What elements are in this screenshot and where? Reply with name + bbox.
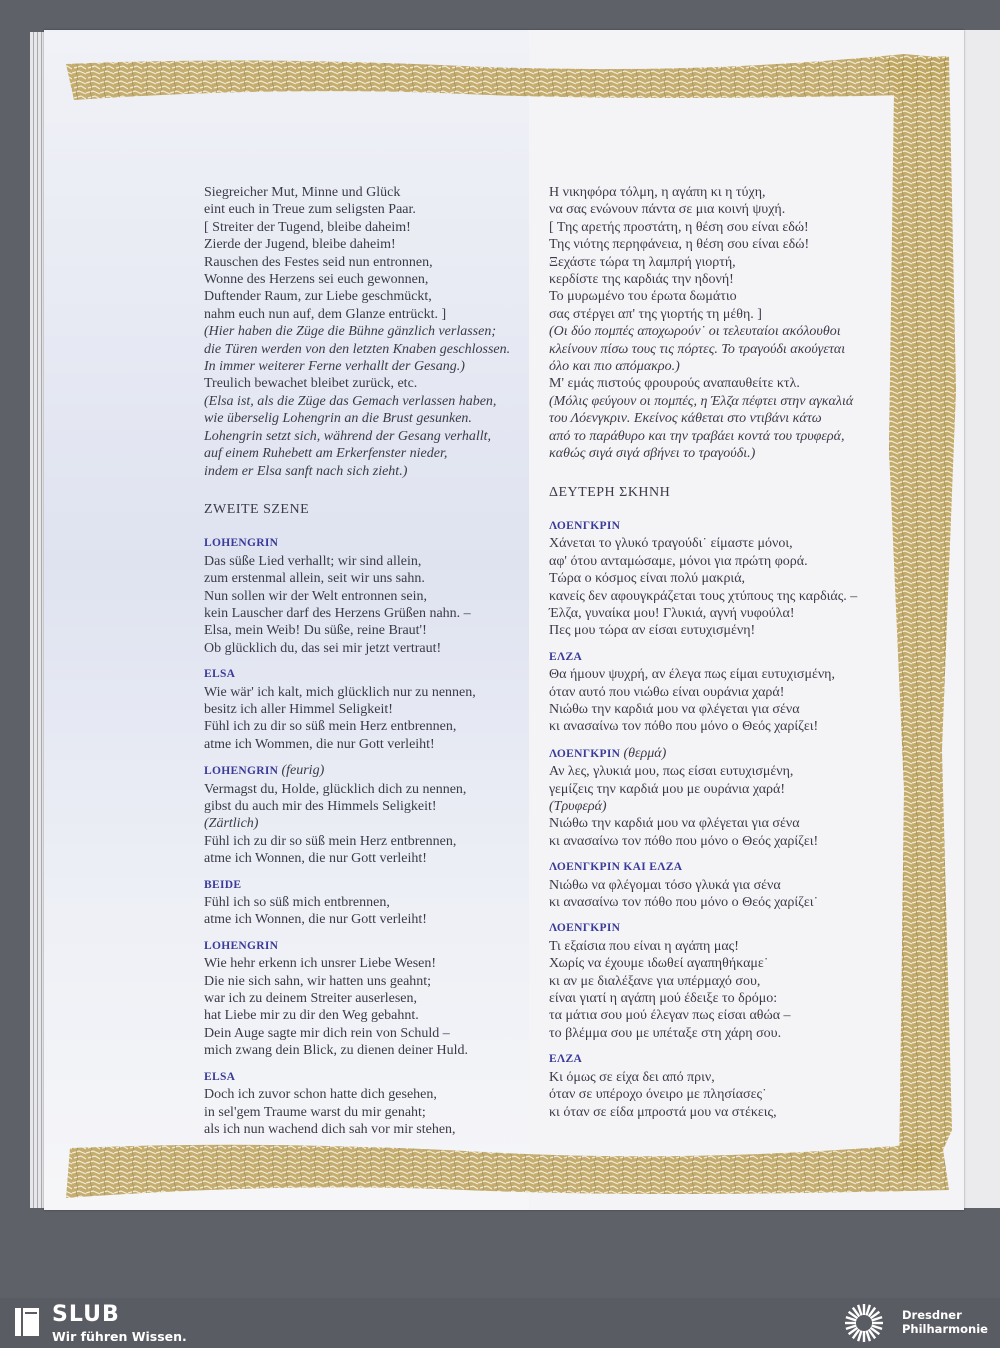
verse-line: (Μόλις φεύγουν οι πομπές, η Έλζα πέφτει στην αγκαλιά xyxy=(549,393,854,409)
verse-line: Τώρα ο κόσμος είναι πολύ μακριά, xyxy=(549,571,746,587)
verse-line: γεμίζεις την καρδιά μου με ουράνια χαρά! xyxy=(549,781,786,797)
verse-line: κλείνουν πίσω τους τις πόρτες. Το τραγούδι ακούγεται xyxy=(549,341,846,357)
verse-line: κερδίστε της καρδιάς την ηδονή! xyxy=(549,272,734,288)
verse-line: als ich nun wachend dich sah vor mir stehen, xyxy=(204,1121,456,1137)
dialogue-block xyxy=(549,920,904,1042)
verse-line: besitz ich aller Himmel Seligkeit! xyxy=(204,701,393,717)
verse-line: Fühl ich so süß mich entbrennen, xyxy=(204,895,390,911)
dialogue-block xyxy=(549,649,904,736)
verse-line: κι ανασαίνω τον πόθο που μόνο ο Θεός χαρίζει! xyxy=(549,719,819,735)
verse-line: eint euch in Treue zum seligsten Paar. xyxy=(204,202,416,218)
speaker-label xyxy=(549,859,904,876)
verse-line: Πες μου τώρα αν είσαι ευτυχισμένη! xyxy=(549,623,756,639)
dialogue-block xyxy=(204,1069,534,1139)
verse-line: (Hier haben die Züge die Bühne gänzlich verlassen; xyxy=(204,324,496,340)
verse-line: in sel'gem Traume warst du mir genaht; xyxy=(204,1104,426,1120)
verse-line: καθώς σιγά σιγά σβήνει το τραγούδι.) xyxy=(549,446,756,462)
partner-line-2: Philharmonie xyxy=(902,1322,988,1336)
verse-line: Lohengrin setzt sich, während der Gesang verhallt, xyxy=(204,428,491,444)
verse-line: kein Lauscher darf des Herzens Grüßen nahn. – xyxy=(204,605,471,621)
verse-line: Treulich bewachet bleibet zurück, etc. xyxy=(204,376,418,392)
verse-line: die Türen werden von den letzten Knaben geschlossen. xyxy=(204,341,511,357)
speaker-label xyxy=(549,1051,904,1068)
speaker-name: LOHENGRIN xyxy=(204,765,279,778)
verse-line: Κι όμως σε είχα δει από πριν, xyxy=(549,1069,715,1085)
verse-line: όλο και πιο απόμακρο.) xyxy=(549,359,680,375)
verse-line: Ξεχάστε τώρα τη λαμπρή γιορτή, xyxy=(549,254,736,270)
speaker-label xyxy=(549,745,904,763)
verse-line: Ob glücklich du, das sei mir jetzt vertraut! xyxy=(204,640,442,656)
speaker-label xyxy=(204,666,534,683)
verse-line: κι αν με διαλέξανε για υπέρμαχό σου, xyxy=(549,973,761,989)
dialogue-block xyxy=(549,745,904,850)
verse-line: Μ' εμάς πιστούς φρουρούς αναπαυθείτε κτλ. xyxy=(549,376,800,392)
speaker-name: ELSA xyxy=(204,668,236,681)
speaker-name: LOHENGRIN xyxy=(204,939,279,952)
verse-line: Τι εξαίσια που είναι η αγάπη μας! xyxy=(549,938,739,954)
stage-direction: (θερμά) xyxy=(623,745,667,761)
greek-column xyxy=(549,184,904,1130)
speaker-name: BEIDE xyxy=(204,878,242,891)
partner-name xyxy=(902,1308,988,1336)
verse-line: Fühl ich zu dir so süß mein Herz entbrennen, xyxy=(204,833,457,849)
verse-line: όταν αυτό που νιώθω είναι ουράνια χαρά! xyxy=(549,684,785,700)
verse-line: mich zwang dein Blick, zu dienen deiner Huld. xyxy=(204,1043,468,1059)
verse-line: Siegreicher Mut, Minne und Glück xyxy=(204,185,401,200)
verse-line: In immer weiterer Ferne verhallt der Gesang.) xyxy=(204,359,465,375)
speaker-label xyxy=(204,877,534,894)
verse-line: Duftender Raum, zur Liebe geschmückt, xyxy=(204,289,432,305)
verse-line: Rauschen des Festes seid nun entronnen, xyxy=(204,254,433,270)
verse-line: (Τρυφερά) xyxy=(549,799,607,814)
speaker-name: ΛΟΕΝΓΚΡΙΝ xyxy=(549,922,621,935)
verse-line: Της νιότης περηφάνεια, η θέση σου είναι εδώ! xyxy=(549,237,810,253)
verse-line: hat Liebe mir zu dir den Weg gebahnt. xyxy=(204,1008,419,1024)
speaker-name: ELSA xyxy=(204,1070,236,1083)
verse-line: είναι γιατί η αγάπη μού έδειξε το δρόμο: xyxy=(549,991,778,1007)
verse-line: [ Της αρετής προστάτη, η θέση σου είναι εδώ! xyxy=(549,219,809,235)
german-opening xyxy=(204,184,534,480)
verse-line: να σας ενώνουν πάντα σε μια κοινή ψυχή. xyxy=(549,202,786,218)
verse-line: Αν λες, γλυκιά μου, πως είσαι ευτυχισμένη, xyxy=(549,764,794,780)
verse-line: Wonne des Herzens sei euch gewonnen, xyxy=(204,272,429,288)
verse-line: (Zärtlich) xyxy=(204,816,259,832)
verse-line: Die nie sich sahn, wir hatten uns geahnt; xyxy=(204,973,432,989)
speaker-name: ΛΟΕΝΓΚΡΙΝ ΚΑΙ ΕΛΖΑ xyxy=(549,861,683,874)
verse-line: atme ich Wommen, die nur Gott verleiht! xyxy=(204,736,435,752)
speaker-label xyxy=(549,649,904,666)
verse-line: του Λόενγκριν. Εκείνος κάθεται στο ντιβάνι κάτω xyxy=(549,411,822,427)
verse-line: κι ανασαίνω τον πόθο που μόνο ο Θεός χαρίζει! xyxy=(549,833,819,849)
verse-line: κανείς δεν αφουγκράζεται τους χτύπους της καρδιάς. – xyxy=(549,588,858,604)
verse-line: [ Streiter der Tugend, bleibe daheim! xyxy=(204,219,411,235)
verse-line: (Οι δύο πομπές αποχωρούν˙ οι τελευταίοι ακόλουθοι xyxy=(549,324,841,340)
verse-line: από το παράθυρο και την τραβάει κοντά του τρυφερά, xyxy=(549,428,845,444)
speaker-label xyxy=(204,1069,534,1086)
speaker-label xyxy=(204,938,534,955)
verse-line: Η νικηφόρα τόλμη, η αγάπη κι η τύχη, xyxy=(549,185,766,200)
verse-line: Elsa, mein Weib! Du süße, reine Braut'! xyxy=(204,623,427,639)
verse-line: σας στέργει απ' της γιορτής τη μέθη. ] xyxy=(549,306,762,322)
stage-direction: (feurig) xyxy=(281,763,325,779)
verse-line: atme ich Wonnen, die nur Gott verleiht! xyxy=(204,912,427,928)
verse-line: Χάνεται το γλυκό τραγούδι˙ είμαστε μόνοι, xyxy=(549,536,793,552)
verse-line: indem er Elsa sanft nach sich zieht.) xyxy=(204,463,408,479)
speaker-name: ΕΛΖΑ xyxy=(549,1053,583,1066)
speaker-label xyxy=(204,762,534,780)
verse-line: atme ich Wonnen, die nur Gott verleiht! xyxy=(204,851,427,867)
speaker-label xyxy=(549,920,904,937)
verse-line: Νιώθω την καρδιά μου να φλέγεται για σένα xyxy=(549,701,800,717)
german-dialogue xyxy=(204,535,534,1138)
dialogue-block xyxy=(204,666,534,753)
partner-line-1: Dresdner xyxy=(902,1308,962,1322)
verse-line: τα μάτια σου μού έλεγαν πως είσαι αθώα – xyxy=(549,1008,791,1024)
verse-line: όταν σε υπέροχο όνειρο με πλησίασες˙ xyxy=(549,1087,767,1103)
speaker-name: ΛΟΕΝΓΚΡΙΝ xyxy=(549,519,621,532)
speaker-name: ΕΛΖΑ xyxy=(549,650,583,663)
verse-line: Χωρίς να έχουμε ιδωθεί αγαπηθήκαμε˙ xyxy=(549,956,769,972)
dialogue-block xyxy=(549,1051,904,1121)
library-name: SLUB xyxy=(52,1302,120,1327)
verse-line: wie überselig Lohengrin an die Brust gesunken. xyxy=(204,411,472,427)
verse-line: war ich zu deinem Streiter auserlesen, xyxy=(204,991,418,1007)
verse-line: Fühl ich zu dir so süß mein Herz entbrennen, xyxy=(204,719,457,735)
verse-line: Νιώθω την καρδιά μου να φλέγεται για σένα xyxy=(549,816,800,832)
verse-line: Έλζα, γυναίκα μου! Γλυκιά, αγνή νυφούλα! xyxy=(549,605,795,621)
dialogue-block xyxy=(204,877,534,929)
verse-line: Vermagst du, Holde, glücklich dich zu nennen, xyxy=(204,781,467,797)
speaker-label xyxy=(204,535,534,552)
dialogue-block xyxy=(204,762,534,867)
verse-line: auf einem Ruhebett am Erkerfenster nieder, xyxy=(204,446,448,462)
german-column xyxy=(204,184,534,1147)
verse-line: zum erstenmal allein, seit wir uns sahn. xyxy=(204,571,425,587)
verse-line: Dein Auge sagte mir dich rein von Schuld – xyxy=(204,1025,450,1041)
greek-scene-title: ΔΕΥΤΕΡΗ ΣΚΗΝΗ xyxy=(549,484,671,500)
verse-line: κι ανασαίνω τον πόθο που μόνο ο Θεός χαρίζει˙ xyxy=(549,895,819,911)
speaker-label xyxy=(549,518,904,535)
verse-line: Νιώθω να φλέγομαι τόσο γλυκά για σένα xyxy=(549,877,781,893)
dialogue-block xyxy=(204,535,534,657)
verse-line: το βλέμμα σου με υπέταξε στη χάρη σου. xyxy=(549,1025,782,1041)
greek-dialogue xyxy=(549,518,904,1121)
verse-line: Wie wär' ich kalt, mich glücklich nur zu nennen, xyxy=(204,684,476,700)
verse-line: Το μυρωμένο του έρωτα δωμάτιο xyxy=(549,289,737,305)
verse-line: Wie hehr erkenn ich unsrer Liebe Wesen! xyxy=(204,956,437,972)
speaker-name: ΛΟΕΝΓΚΡΙΝ xyxy=(549,747,621,760)
book-icon xyxy=(14,1306,40,1338)
library-tagline: Wir führen Wissen. xyxy=(52,1329,187,1344)
verse-line: Θα ήμουν ψυχρή, αν έλεγα πως είμαι ευτυχισμένη, xyxy=(549,667,835,683)
verse-line: (Elsa ist, als die Züge das Gemach verlassen haben, xyxy=(204,393,497,409)
verse-line: nahm euch nun auf, dem Glanze entrückt. ] xyxy=(204,306,447,322)
verse-line: Das süße Lied verhallt; wir sind allein, xyxy=(204,553,422,569)
verse-line: Zierde der Jugend, bleibe daheim! xyxy=(204,237,396,253)
footer-bar xyxy=(0,1298,1000,1348)
verse-line: κι όταν σε είδα μπροστά μου να στέκεις, xyxy=(549,1104,777,1120)
greek-opening xyxy=(549,184,904,463)
german-scene-title: ZWEITE SZENE xyxy=(204,501,310,517)
verse-line: gibst du auch mir des Himmels Seligkeit! xyxy=(204,799,437,814)
speaker-name: LOHENGRIN xyxy=(204,537,279,550)
dialogue-block xyxy=(549,518,904,640)
verse-line: Doch ich zuvor schon hatte dich gesehen, xyxy=(204,1087,437,1103)
book-page xyxy=(44,30,964,1210)
dialogue-block xyxy=(549,859,904,911)
verse-line: Nun sollen wir der Welt entronnen sein, xyxy=(204,588,427,604)
sunburst-logo-icon xyxy=(842,1302,886,1344)
dialogue-block xyxy=(204,938,534,1060)
verse-line: αφ' ότου ανταμώσαμε, μόνοι για πρώτη φορά. xyxy=(549,553,808,569)
